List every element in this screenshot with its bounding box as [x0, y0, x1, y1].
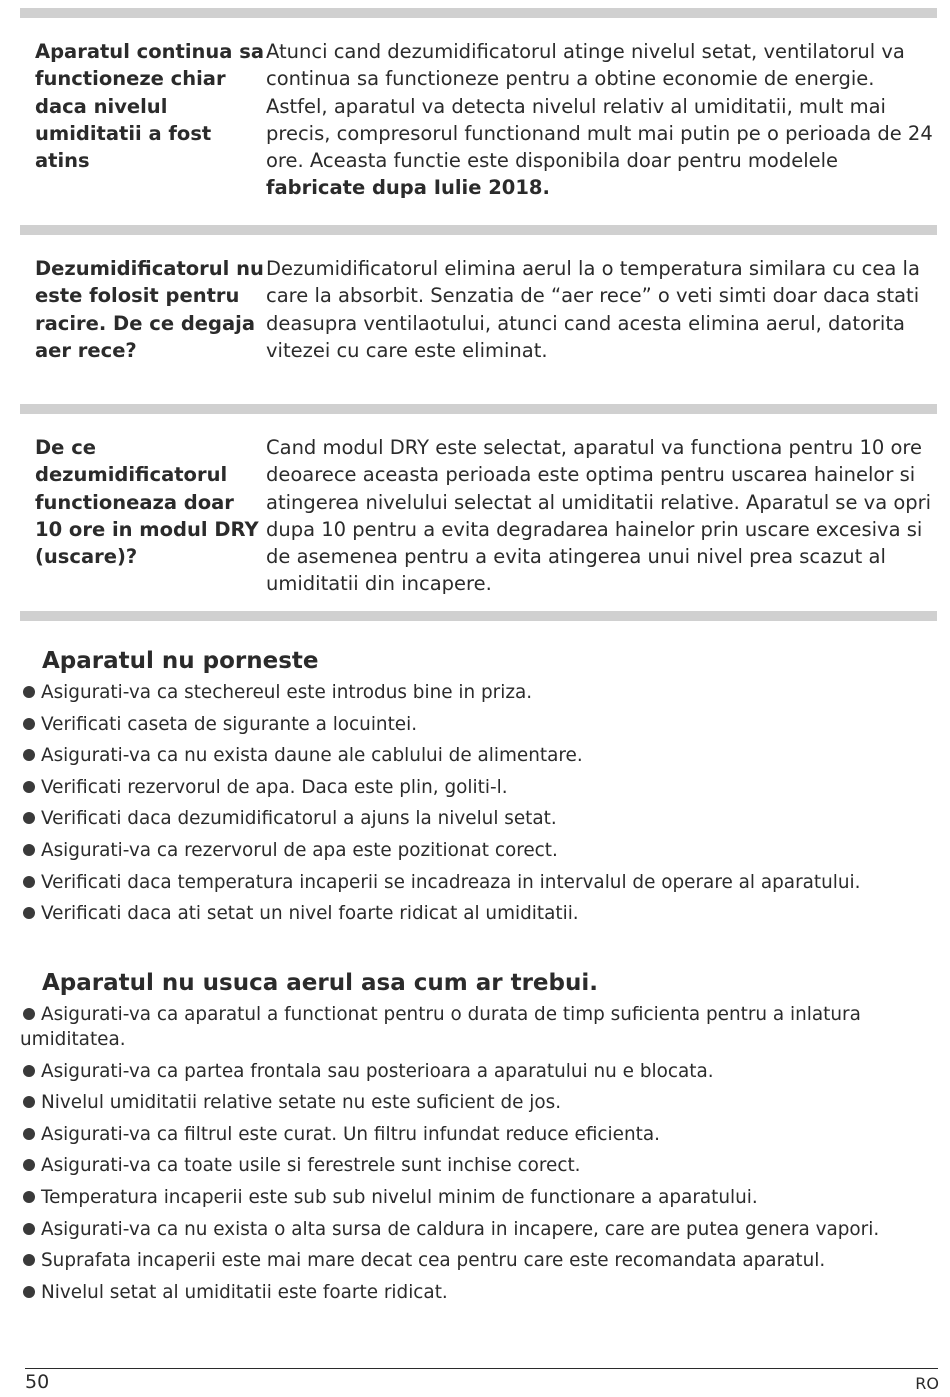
list-item: Verificati caseta de sigurante a locuintei.: [20, 712, 938, 737]
table-separator: [20, 225, 937, 235]
bullet-icon: [23, 1065, 35, 1077]
list-item: Asigurati-va ca toate usile si ferestrele sunt inchise corect.: [20, 1153, 938, 1178]
bullet-icon: [23, 718, 35, 730]
faq-answer: Dezumidificatorul elimina aerul la o temperatura similara cu cea la care la absorbit. Senzatia de “aer rece” o veti simti doar daca stati deasupra ventilaotului, atunci cand acesta elimina aerul, datorita vitezei cu care este eliminat.: [266, 257, 920, 362]
bullet-icon: [23, 907, 35, 919]
bullet-icon: [23, 812, 35, 824]
bullet-icon: [23, 876, 35, 888]
bullet-icon: [23, 1254, 35, 1266]
list-item: Asigurati-va ca rezervorul de apa este pozitionat corect.: [20, 838, 938, 863]
list-item: Verificati daca ati setat un nivel foarte ridicat al umiditatii.: [20, 901, 938, 926]
bullet-icon: [23, 1223, 35, 1235]
checklist: [20, 1002, 938, 1305]
faq-row: [20, 235, 937, 404]
list-item: Verificati rezervorul de apa. Daca este plin, goliti-l.: [20, 775, 938, 800]
list-item: Asigurati-va ca aparatul a functionat pentru o durata de timp suficienta pentru a inlatura umiditatea.: [20, 1004, 861, 1050]
list-item: Asigurati-va ca filtrul este curat. Un filtru infundat reduce eficienta.: [20, 1122, 938, 1147]
faq-answer: Cand modul DRY este selectat, aparatul va functiona pentru 10 ore deoarece aceasta perioada este optima pentru uscarea hainelor si atingerea nivelului selectat al umiditatii relative. Aparatul se va opri dupa 10 pentru a evita degradarea hainelor prin uscare excesiva si de asemenea pentru a evita atingerea unui nivel prea scazut al umiditatii din incapere.: [266, 436, 932, 596]
list-item: Temperatura incaperii este sub sub nivelul minim de functionare a aparatului.: [20, 1185, 938, 1210]
faq-question: Dezumidificatorul nu este folosit pentru racire. De ce degaja aer rece?: [35, 257, 264, 362]
bullet-icon: [23, 686, 35, 698]
section-not-starting: [20, 646, 938, 933]
table-separator: [20, 611, 937, 621]
list-item: Asigurati-va ca nu exista o alta sursa de caldura in incapere, care are putea genera vapori.: [20, 1217, 938, 1242]
bullet-icon: [23, 1008, 35, 1020]
faq-answer-text: Atunci cand dezumidificatorul atinge nivelul setat, ventilatorul va continua sa functioneze pentru a obtine economie de energie. Astfel, aparatul va detecta nivelul relativ al umiditatii, mult mai precis, compresorul functionand mult mai putin pe o perioada de 24 ore. Aceasta functie este disponibila doar pentru modelele: [266, 40, 933, 173]
faq-row: [20, 18, 937, 225]
list-item: Asigurati-va ca stechereul este introdus bine in priza.: [20, 680, 938, 705]
faq-question: De ce dezumidificatorul functioneaza doar 10 ore in modul DRY (uscare)?: [35, 436, 259, 569]
bullet-icon: [23, 1191, 35, 1203]
bullet-icon: [23, 749, 35, 761]
bullet-icon: [23, 1128, 35, 1140]
list-item: Asigurati-va ca partea frontala sau posterioara a aparatului nu e blocata.: [20, 1059, 938, 1084]
list-item: Nivelul setat al umiditatii este foarte ridicat.: [20, 1280, 938, 1305]
page-number: 50: [25, 1371, 50, 1393]
faq-answer: [266, 38, 937, 225]
list-item: Verificati daca dezumidificatorul a ajuns la nivelul setat.: [20, 806, 938, 831]
footer-divider: [25, 1368, 938, 1369]
list-item: Suprafata incaperii este mai mare decat cea pentru care este recomandata aparatul.: [20, 1248, 938, 1273]
faq-question: Aparatul continua sa functioneze chiar daca nivelul umiditatii a fost atins: [35, 40, 264, 173]
bullet-icon: [23, 781, 35, 793]
faq-row: [20, 414, 937, 611]
faq-answer-emphasis: fabricate dupa Iulie 2018.: [266, 176, 550, 200]
section-title: Aparatul nu porneste: [42, 648, 319, 674]
section-title: Aparatul nu usuca aerul asa cum ar trebui.: [42, 970, 598, 996]
bullet-icon: [23, 1286, 35, 1298]
bullet-icon: [23, 844, 35, 856]
list-item: Nivelul umiditatii relative setate nu este suficient de jos.: [20, 1090, 938, 1115]
list-item: Asigurati-va ca nu exista daune ale cablului de alimentare.: [20, 743, 938, 768]
section-not-drying: [20, 968, 938, 1311]
bullet-icon: [23, 1159, 35, 1171]
list-item: Verificati daca temperatura incaperii se incadreaza in intervalul de operare al aparatului.: [20, 870, 938, 895]
table-separator: [20, 8, 937, 18]
bullet-icon: [23, 1096, 35, 1108]
language-code: RO: [915, 1374, 939, 1393]
table-separator: [20, 404, 937, 414]
faq-table: [20, 8, 937, 621]
checklist: [20, 680, 938, 926]
